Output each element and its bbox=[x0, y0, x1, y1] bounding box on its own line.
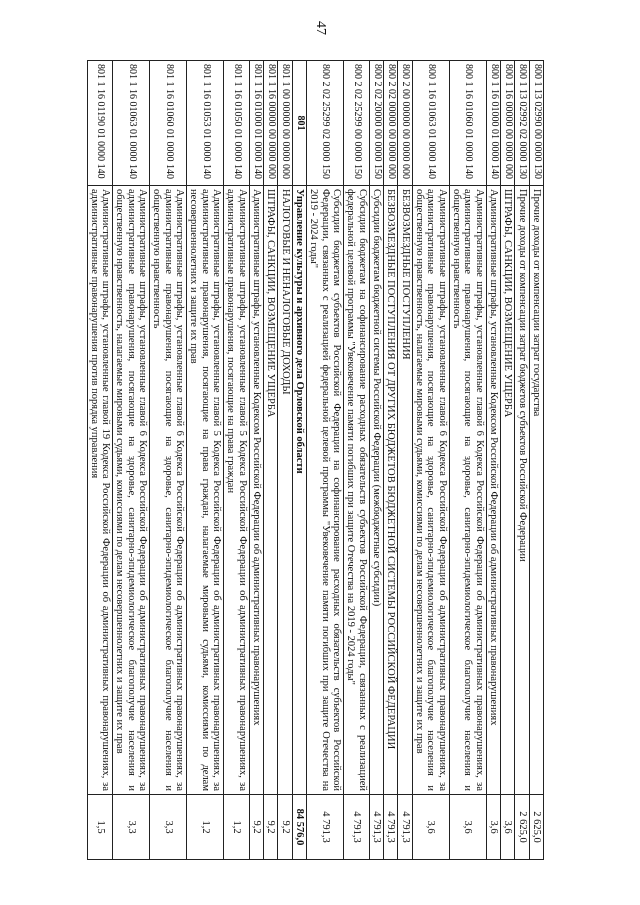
description-cell: Административные штрафы, установленные Кодексом Российской Федерации об административных правонарушениях bbox=[486, 186, 500, 795]
amount-cell: 9,2 bbox=[249, 795, 263, 860]
amount-cell: 4 791,3 bbox=[344, 795, 370, 860]
table-row bbox=[307, 61, 344, 860]
code-cell: 801 1 16 01053 01 0000 140 bbox=[187, 61, 224, 186]
description-cell: Административные штрафы, установленные главой 6 Кодекса Российской Федерации об административных правонарушениях, за административные правонарушения, посягающие на здоровье, санитарно-эпидемиологическое благополучие населения и общественную нравственность, налагаемые мировыми судьями, комиссиями по делам несовершеннолетних и защите их прав bbox=[113, 186, 150, 795]
amount-cell: 3,6 bbox=[501, 795, 515, 860]
code-cell: 800 1 16 01063 01 0000 140 bbox=[412, 61, 449, 186]
code-cell: 801 1 16 01000 01 0000 140 bbox=[249, 61, 263, 186]
amount-cell: 4 791,3 bbox=[384, 795, 398, 860]
amount-cell: 3,3 bbox=[113, 795, 150, 860]
table-row bbox=[384, 61, 398, 860]
description-cell: Субсидии бюджетам субъектов Российской Федерации на софинансирование расходных обязательств субъектов Российской Федерации, связанных с реализацией федеральной целевой программы "Увековечение памяти погибших при защите Отечества на 2019 - 2024 годы" bbox=[307, 186, 344, 795]
code-cell: 800 1 16 00000 00 0000 000 bbox=[501, 61, 515, 186]
amount-cell: 4 791,3 bbox=[307, 795, 344, 860]
code-cell: 801 1 16 01063 01 0000 140 bbox=[113, 61, 150, 186]
table-row bbox=[292, 61, 306, 860]
amount-cell: 4 791,3 bbox=[398, 795, 412, 860]
description-cell: Административные штрафы, установленные главой 5 Кодекса Российской Федерации об административных правонарушениях, за административные правонарушения, посягающие на права граждан bbox=[224, 186, 250, 795]
amount-cell: 9,2 bbox=[278, 795, 292, 860]
description-cell: Прочие доходы от компенсации затрат государства bbox=[529, 186, 543, 795]
rotated-page bbox=[86, 60, 544, 860]
revenue-table bbox=[87, 60, 544, 860]
code-cell: 801 1 16 00000 00 0000 000 bbox=[264, 61, 278, 186]
amount-cell: 9,2 bbox=[264, 795, 278, 860]
code-cell: 800 2 02 20000 00 0000 150 bbox=[369, 61, 383, 186]
description-cell: Субсидии бюджетам на софинансирование расходных обязательств субъектов Российской Федерации, связанных с реализацией федеральной целевой программы "Увековечение памяти погибших при защите Отечества на 2019 - 2024 годы" bbox=[344, 186, 370, 795]
description-cell: НАЛОГОВЫЕ И НЕНАЛОГОВЫЕ ДОХОДЫ bbox=[278, 186, 292, 795]
code-cell: 800 2 00 00000 00 0000 000 bbox=[398, 61, 412, 186]
description-cell: БЕЗВОЗМЕЗДНЫЕ ПОСТУПЛЕНИЯ ОТ ДРУГИХ БЮДЖЕТОВ БЮДЖЕТНОЙ СИСТЕМЫ РОССИЙСКОЙ ФЕДЕРАЦИИ bbox=[384, 186, 398, 795]
description-cell: Управление культуры и архивного дела Орловской области bbox=[292, 186, 306, 795]
table-row bbox=[87, 61, 113, 860]
amount-cell: 3,6 bbox=[449, 795, 486, 860]
amount-cell: 4 791,3 bbox=[369, 795, 383, 860]
table-row bbox=[264, 61, 278, 860]
amount-cell: 2 625,0 bbox=[515, 795, 529, 860]
code-cell: 801 1 16 01050 01 0000 140 bbox=[224, 61, 250, 186]
description-cell: ШТРАФЫ, САНКЦИИ, ВОЗМЕЩЕНИЕ УЩЕРБА bbox=[501, 186, 515, 795]
table-row bbox=[412, 61, 449, 860]
table-row bbox=[278, 61, 292, 860]
code-cell: 801 bbox=[292, 61, 306, 186]
amount-cell: 3,6 bbox=[486, 795, 500, 860]
table-row bbox=[486, 61, 500, 860]
table-row bbox=[515, 61, 529, 860]
code-cell: 800 1 16 01060 01 0000 140 bbox=[449, 61, 486, 186]
amount-cell: 84 576,0 bbox=[292, 795, 306, 860]
code-cell: 800 2 02 00000 00 0000 000 bbox=[384, 61, 398, 186]
table-row bbox=[449, 61, 486, 860]
table-row bbox=[369, 61, 383, 860]
code-cell: 801 1 00 00000 00 0000 000 bbox=[278, 61, 292, 186]
description-cell: Административные штрафы, установленные главой 19 Кодекса Российской Федерации об административных правонарушениях, за административные правонарушения против порядка управления bbox=[87, 186, 113, 795]
page-number: 47 bbox=[313, 21, 328, 35]
code-cell: 800 2 02 25299 02 0000 150 bbox=[307, 61, 344, 186]
code-cell: 801 1 16 01060 01 0000 140 bbox=[150, 61, 187, 186]
description-cell: Административные штрафы, установленные главой 5 Кодекса Российской Федерации об административных правонарушениях, за административные правонарушения, посягающие на права граждан, налагаемые мировыми судьями, комиссиями по делам несовершеннолетних и защите их прав bbox=[187, 186, 224, 795]
description-cell: Административные штрафы, установленные главой 6 Кодекса Российской Федерации об административных правонарушениях, за административные правонарушения, посягающие на здоровье, санитарно-эпидемиологическое благополучие населения и общественную нравственность bbox=[150, 186, 187, 795]
description-cell: Административные штрафы, установленные главой 6 Кодекса Российской Федерации об административных правонарушениях, за административные правонарушения, посягающие на здоровье, санитарно-эпидемиологическое благополучие населения и общественную нравственность bbox=[449, 186, 486, 795]
amount-cell: 3,6 bbox=[412, 795, 449, 860]
table-row bbox=[150, 61, 187, 860]
code-cell: 800 2 02 25299 00 0000 150 bbox=[344, 61, 370, 186]
code-cell: 800 1 13 02990 00 0000 130 bbox=[529, 61, 543, 186]
table-row bbox=[187, 61, 224, 860]
amount-cell: 1,2 bbox=[187, 795, 224, 860]
description-cell: Административные штрафы, установленные Кодексом Российской Федерации об административных правонарушениях bbox=[249, 186, 263, 795]
table-row bbox=[113, 61, 150, 860]
description-cell: БЕЗВОЗМЕЗДНЫЕ ПОСТУПЛЕНИЯ bbox=[398, 186, 412, 795]
amount-cell: 3,3 bbox=[150, 795, 187, 860]
description-cell: Прочие доходы от компенсации затрат бюджетов субъектов Российской Федерации bbox=[515, 186, 529, 795]
table-row bbox=[501, 61, 515, 860]
table-row bbox=[224, 61, 250, 860]
table-row bbox=[529, 61, 543, 860]
code-cell: 800 1 16 01000 01 0000 140 bbox=[486, 61, 500, 186]
description-cell: Административные штрафы, установленные главой 6 Кодекса Российской Федерации об административных правонарушениях, за административные правонарушения, посягающие на здоровье, санитарно-эпидемиологическое благополучие населения и общественную нравственность, налагаемые мировыми судьями, комиссиями по делам несовершеннолетних и защите их прав bbox=[412, 186, 449, 795]
table-row bbox=[398, 61, 412, 860]
table-row bbox=[344, 61, 370, 860]
code-cell: 801 1 16 01190 01 0000 140 bbox=[87, 61, 113, 186]
amount-cell: 2 625,0 bbox=[529, 795, 543, 860]
description-cell: ШТРАФЫ, САНКЦИИ, ВОЗМЕЩЕНИЕ УЩЕРБА bbox=[264, 186, 278, 795]
amount-cell: 1,2 bbox=[224, 795, 250, 860]
table-row bbox=[249, 61, 263, 860]
amount-cell: 1,5 bbox=[87, 795, 113, 860]
code-cell: 800 1 13 02992 02 0000 130 bbox=[515, 61, 529, 186]
description-cell: Субсидии бюджетам бюджетной системы Российской Федерации (межбюджетные субсидии) bbox=[369, 186, 383, 795]
